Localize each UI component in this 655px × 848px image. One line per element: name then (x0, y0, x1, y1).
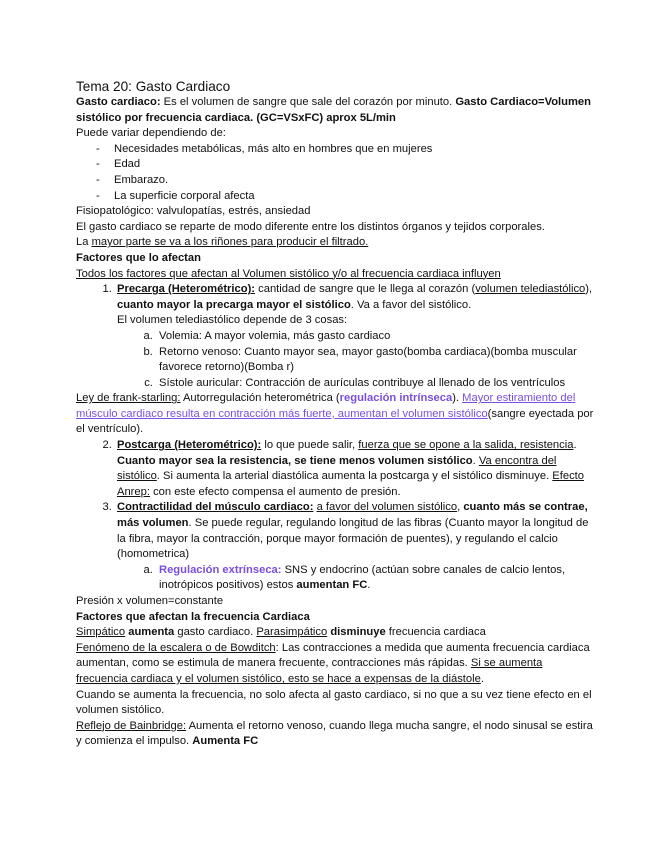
contractilidad-sublist (117, 563, 596, 594)
factores-list-2 (76, 438, 596, 594)
factores-list-1 (76, 282, 596, 391)
list-item: - Necesidades metabólicas, más alto en hombres que en mujeres (96, 142, 596, 158)
document-body (76, 78, 596, 750)
gasto-formula: Gasto Cardiaco=Volumen sistólico por frecuencia cardiaca. (GC=VSxFC) aprox 5L/min (76, 96, 591, 124)
todos-text: Todos los factores que afectan al Volumen sistólico y/o al frecuencia cardiaca influyen (76, 267, 501, 280)
contractilidad-item: 3. Contractilidad del músculo cardiaco: a favor del volumen sistólico, cuanto más se contrae, más volumen. Se puede regular, regulando longitud de las fibras (Cuanto mayor la longitud de la fibra, mayor la contracción, porque mayor formación de puentes), y regulando el calcio (homometrica) a. Regulación extrínseca: SNS y endocrino (actúan sobre canales de calcio lentos, inotrópicos positivos) estos aumentan FC. (115, 500, 596, 594)
simpatico-text: Simpático aumenta gasto cardiaco. Parasimpático disminuye frecuencia cardiaca (76, 626, 486, 639)
precarga-sub: El volumen telediastólico depende de 3 cosas: (117, 314, 348, 327)
fisio-text: Fisiopatológico: valvulopatías, estrés, ansiedad (76, 205, 311, 218)
reparte-text: El gasto cardiaco se reparte de modo diferente entre los distintos órganos y tejidos corporales. (76, 220, 545, 233)
gasto-label: Gasto cardiaco: (76, 96, 161, 108)
cuando-text: Cuando se aumenta la frecuencia, no solo afecta al gasto cardiaco, si no que a su vez tiene efecto en el volumen sistólico. (76, 688, 592, 717)
factores-heading: Factores que lo afectan (76, 251, 201, 264)
list-item: a. Volemia: A mayor volemia, más gasto cardiaco (156, 329, 596, 345)
precarga-item: 1. Precarga (Heterométrico): cantidad de sangre que le llega al corazón (volumen telediastólico), cuanto mayor la precarga mayor el sistólico. Va a favor del sistólico. El volumen telediastólico depende de 3 cosas: a. Volemia: A mayor volemia, más gasto cardiaco b. Retorno venoso: Cuanto mayor sea, mayor gasto(bomba cardiaca)(bomba muscular favorece retorno)(Bomba r) c. Sístole auricular: Contracción de aurículas contribuye al llenado de los ventrículos (115, 282, 596, 391)
fc-heading: Factores que afectan la frecuencia Cardiaca (76, 610, 310, 623)
frank-starling: Ley de frank-starling: Autorregulación heterométrica (regulación intrínseca). Mayor estiramiento del músculo cardiaco resulta en contracción más fuerte, aumentan el volumen sistólico(sangre eyectada por el ventrículo). (76, 392, 594, 436)
variables-list (76, 142, 596, 204)
page-title: Tema 20: Gasto Cardiaco (76, 79, 231, 94)
gasto-definition: Gasto cardiaco: Es el volumen de sangre que sale del corazón por minuto. Gasto Cardiaco=Volumen sistólico por frecuencia cardiaca. (GC=VSxFC) aprox 5L/min (76, 96, 591, 124)
varia-text: Puede variar dependiendo de: (76, 127, 226, 140)
postcarga-item: 2. Postcarga (Heterométrico): lo que puede salir, fuerza que se opone a la salida, resistencia. Cuanto mayor sea la resistencia, se tiene menos volumen sistólico. Va encontra del sistólico. Si aumenta la arterial diastólica aumenta la postcarga y el sistólico disminuye. Efecto Anrep: con este efecto compensa el aumento de presión. (115, 438, 596, 500)
list-item: b. Retorno venoso: Cuanto mayor sea, mayor gasto(bomba cardiaca)(bomba muscular favorece retorno)(Bomba r) (156, 345, 596, 376)
bowditch-text: Fenómeno de la escalera o de Bowditch: Las contracciones a medida que aumenta frecuencia cardiaca aumentan, como se estimula de manera frecuente, contracciones más rápidas. Si se aumenta frecuencia cardiaca y el volumen sistólico, esto se hace a expensas de la diástole. (76, 641, 590, 685)
precarga-sublist (117, 329, 596, 391)
list-item: - Embarazo. (96, 173, 596, 189)
bainbridge-text: Reflejo de Bainbridge: Aumenta el retorno venoso, cuando llega mucha sangre, el nodo sinusal se estira y comienza el impulso. Aumenta FC (76, 719, 593, 748)
rinones-text: La mayor parte se va a los riñones para producir el filtrado. (76, 236, 369, 249)
list-item: - La superficie corporal afecta (96, 189, 596, 205)
presion-text: Presión x volumen=constante (76, 595, 224, 607)
list-item: - Edad (96, 157, 596, 173)
list-item: c. Sístole auricular: Contracción de aurículas contribuye al llenado de los ventrículos (156, 376, 596, 392)
list-item: a. Regulación extrínseca: SNS y endocrino (actúan sobre canales de calcio lentos, inotrópicos positivos) estos aumentan FC. (156, 563, 596, 594)
